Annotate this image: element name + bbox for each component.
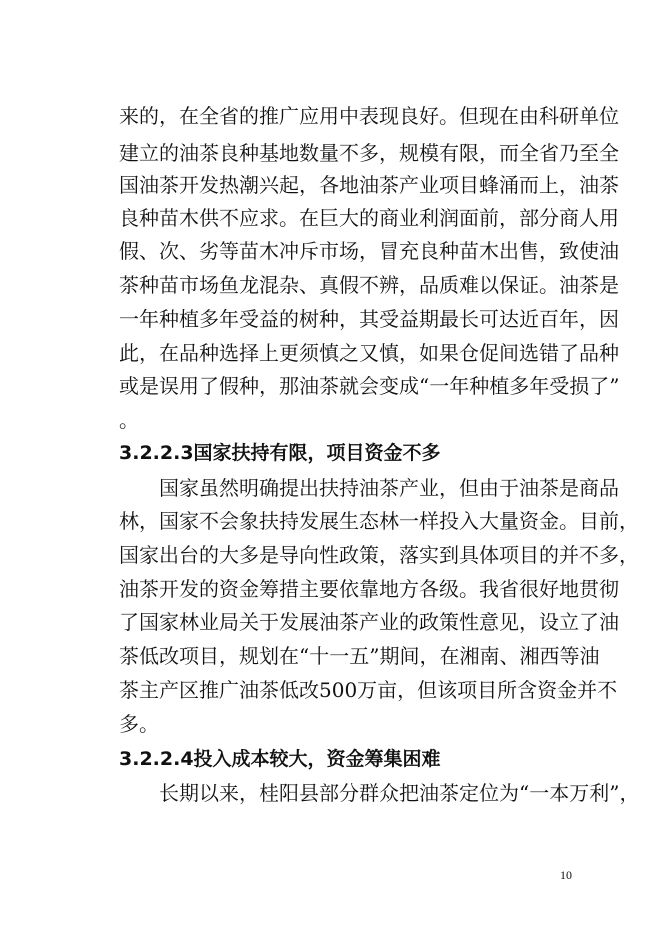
page-number: 10 xyxy=(560,868,572,882)
paragraph-line: 国家出台的大多是导向性政策，落实到具体项目的并不多， xyxy=(119,543,639,567)
paragraph-line: 国油茶开发热潮兴起，各地油茶产业项目蜂涌而上，油茶 xyxy=(119,173,619,197)
paragraph-line: 建立的油茶良种基地数量不多，规模有限，而全省乃至全 xyxy=(119,141,619,165)
paragraph-line: 来的，在全省的推广应用中表现良好。但现在由科研单位 xyxy=(119,104,619,128)
paragraph-line: 国家虽然明确提出扶持油茶产业，但由于油茶是商品 xyxy=(159,476,619,500)
paragraph-line: 长期以来，桂阳县部分群众把油茶定位为“一本万利”， xyxy=(159,781,640,805)
paragraph-line: 此，在品种选择上更须慎之又慎，如果仓促间选错了品种 xyxy=(119,341,619,365)
paragraph-line: 林，国家不会象扶持发展生态林一样投入大量资金。目前， xyxy=(119,509,639,533)
paragraph-line: 良种苗木供不应求。在巨大的商业利润面前，部分商人用 xyxy=(119,206,619,230)
paragraph-line: 一年种植多年受益的树种，其受益期最长可达近百年，因 xyxy=(119,307,619,331)
paragraph-line: 油茶开发的资金筹措主要依靠地方各级。我省很好地贯彻 xyxy=(119,577,619,601)
paragraph-line: 茶主产区推广油茶低改500万亩，但该项目所含资金并不 xyxy=(119,678,618,702)
section-heading: 3.2.2.4投入成本较大，资金筹集困难 xyxy=(119,748,441,770)
section-heading: 3.2.2.3国家扶持有限，项目资金不多 xyxy=(119,442,441,464)
paragraph-line: 茶种苗市场鱼龙混杂、真假不辨，品质难以保证。油茶是 xyxy=(119,273,619,297)
paragraph-line: 多。 xyxy=(119,712,159,736)
paragraph-line: 或是误用了假种，那油茶就会变成“一年种植多年受损了” xyxy=(119,374,620,398)
paragraph-line: 假、次、劣等苗木冲斥市场，冒充良种苗木出售，致使油 xyxy=(119,239,619,263)
paragraph-line: 茶低改项目，规划在“十一五”期间，在湘南、湘西等油 xyxy=(119,644,600,668)
paragraph-line: 了国家林业局关于发展油茶产业的政策性意见，设立了油 xyxy=(119,610,619,634)
paragraph-line: 。 xyxy=(119,408,139,432)
